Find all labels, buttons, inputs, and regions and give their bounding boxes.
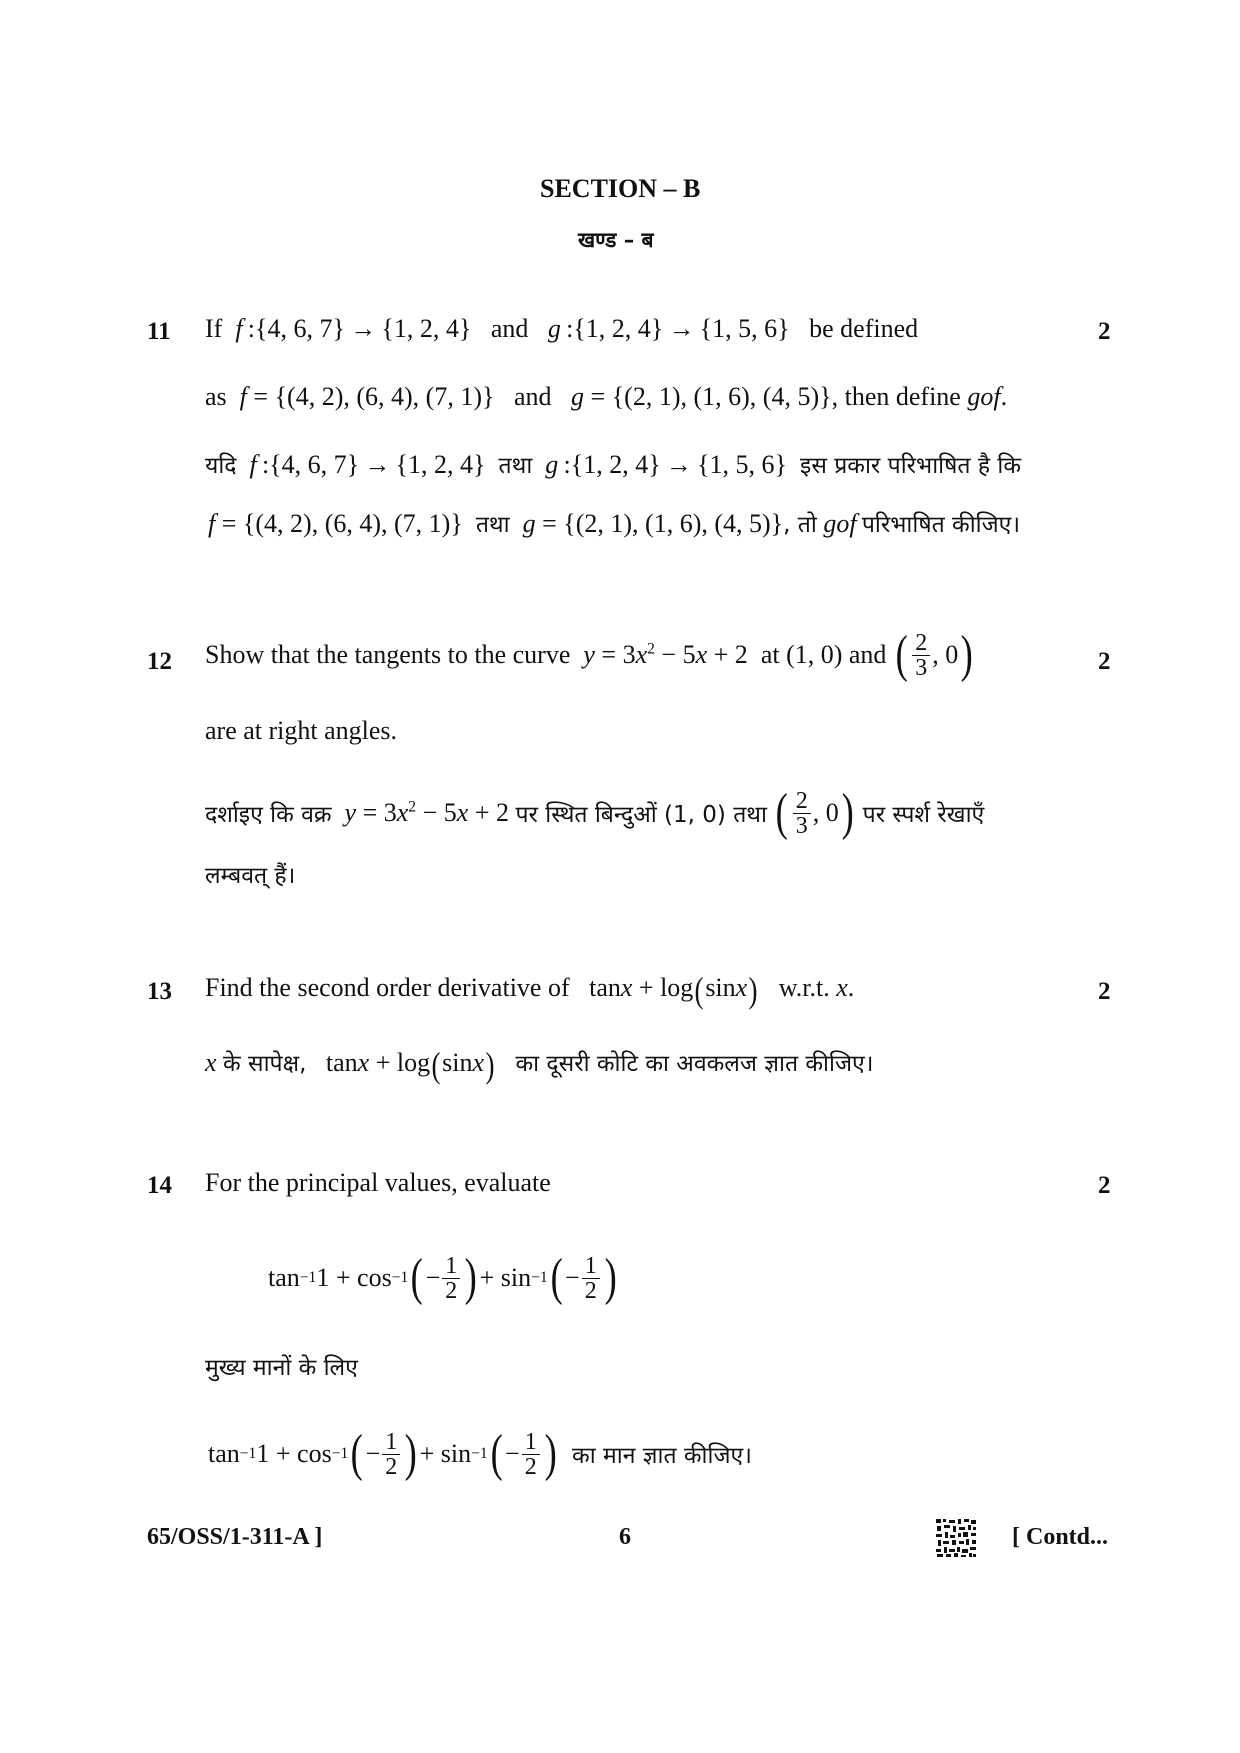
question-number: 13 [147, 978, 172, 1005]
question-text-en-line1: Show that the tangents to the curve $y = 3x^2 - 5x + 2$ at (1, 0) and ( $\frac{2}{3}$ , 0 ) [205, 626, 973, 683]
section-title: SECTION – B [540, 174, 701, 203]
question-marks: 2 [1098, 1172, 1111, 1199]
question-number: 12 [147, 648, 172, 675]
question-text-hi-line1: यदि f :{4, 6, 7} → {1, 2, 4} तथा g :{1, 2, 4} → {1, 5, 6} इस प्रकार परिभाषित है कि [205, 450, 1021, 479]
question-text-hi-line1: x के सापेक्ष, tanx + log(sinx) का दूसरी कोटि का अवकलज ज्ञात कीजिए। [205, 1045, 874, 1086]
question-marks: 2 [1098, 648, 1111, 675]
qr-code-icon [935, 1518, 977, 1558]
question-marks: 2 [1098, 978, 1111, 1005]
question-marks: 2 [1098, 318, 1111, 345]
continued-label: [ Contd... [1012, 1524, 1109, 1550]
question-text-en-line2: are at right angles. [205, 716, 398, 745]
question-text-hi-line2: f = {(4, 2), (6, 4), (7, 1)} तथा g = {(2, 1), (1, 6), (4, 5)}, तो gof परिभाषित कीजिए। [208, 509, 1021, 538]
question-text-hi-line2: लम्बवत् हैं। [205, 863, 296, 889]
question-text-en-line2: as f = {(4, 2), (6, 4), (7, 1)} and g = {(2, 1), (1, 6), (4, 5)}, then define gof. [205, 382, 1008, 411]
question-text-hi-line1: मुख्य मानों के लिए [205, 1355, 358, 1381]
question-text-en-line1: For the principal values, evaluate [205, 1168, 551, 1197]
question-text-hi-line2: tan −1 1 + cos −1 ( − $\frac{1}{2}$ ) + sin −1 ( − $\frac{1}{2}$ ) का मान ज्ञात कीजिए। [208, 1425, 752, 1482]
question-expression: tan −1 1 + cos −1 ( − $\frac{1}{2}$ ) + sin −1 ( − $\frac{1}{2}$ ) [268, 1249, 617, 1306]
section-title-hindi: खण्ड – ब [578, 228, 654, 252]
question-text-en-line1: If f :{4, 6, 7} → {1, 2, 4} and g :{1, 2, 4} → {1, 5, 6} be defined [205, 314, 919, 343]
question-text-en-line1: Find the second order derivative of tanx + log(sinx) w.r.t. x. [205, 970, 855, 1010]
question-number: 14 [147, 1172, 172, 1199]
page-number: 6 [619, 1524, 631, 1550]
question-text-hi-line1: दर्शाइए कि वक्र $y = 3x^2 - 5x + 2$ पर स्थित बिन्दुओं (1, 0) तथा ( $\frac{2}{3}$ , 0 ) पर स्पर्श रेखाएँ [205, 784, 985, 841]
question-number: 11 [147, 318, 171, 345]
paper-code: 65/OSS/1-311-A ] [147, 1524, 323, 1550]
